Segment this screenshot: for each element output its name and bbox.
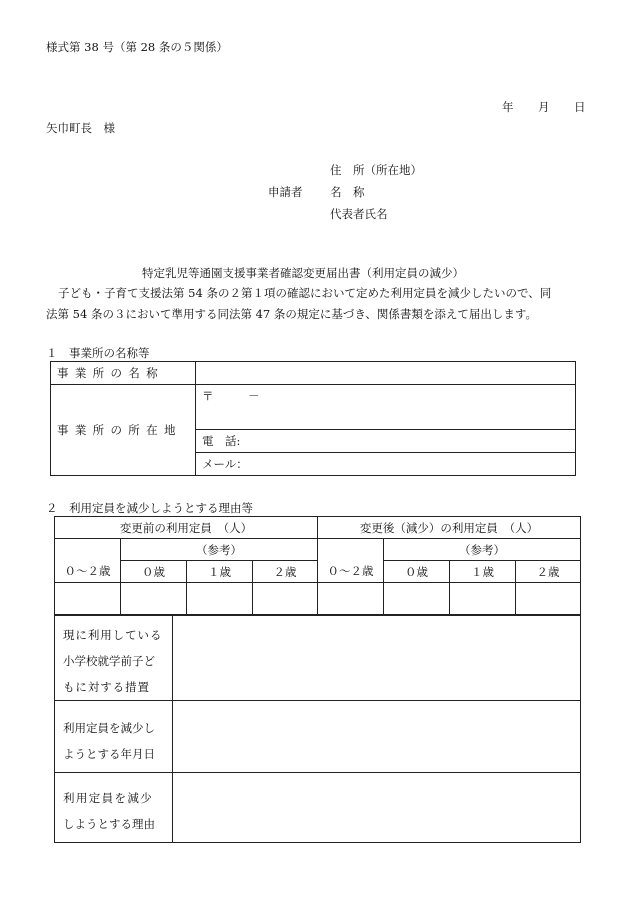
measures-label-line1: 現に利用している: [63, 628, 163, 642]
after-2-value[interactable]: [516, 583, 581, 615]
after-reference-label: （参考）: [384, 539, 581, 561]
before-reference-label: （参考）: [121, 539, 318, 561]
reduction-date-label-line1: 利用定員を減少し: [63, 721, 155, 735]
date-year-label: 年: [502, 100, 514, 114]
facility-name-label: 事業所の名称: [51, 362, 196, 385]
reduction-date-label-line2: ようとする年月日: [63, 747, 155, 761]
applicant-address-label: 住 所（所在地）: [330, 163, 422, 177]
reduction-reason-label-line2: しようとする理由: [63, 817, 155, 831]
before-0-2-value[interactable]: [55, 583, 121, 615]
body-text-line1: 子ども・子育て支援法第 54 条の２第１項の確認において定めた利用定員を減少したいので、同: [58, 286, 552, 300]
date-month-label: 月: [538, 100, 550, 114]
capacity-table: [54, 516, 581, 615]
after-1-value[interactable]: [450, 583, 516, 615]
applicant-name-label: 名 称: [330, 185, 365, 199]
measures-label: [55, 616, 173, 701]
section1-heading: １ 事業所の名称等: [46, 346, 150, 360]
before-age-2: ２歳: [253, 561, 318, 583]
after-age-0: ０歳: [384, 561, 450, 583]
before-1-value[interactable]: [187, 583, 253, 615]
phone-label: 電 話:: [202, 434, 241, 448]
after-blank-cell: [318, 539, 384, 561]
before-blank-cell: [55, 539, 121, 561]
details-table: [54, 615, 581, 843]
reduction-reason-label: [55, 773, 173, 843]
reduction-reason-field[interactable]: [173, 773, 581, 843]
date-day-label: 日: [574, 100, 586, 114]
after-age-1: １歳: [450, 561, 516, 583]
email-label: メール：: [202, 457, 248, 471]
email-field[interactable]: [196, 453, 576, 476]
before-0-value[interactable]: [121, 583, 187, 615]
reduction-date-field[interactable]: [173, 701, 581, 773]
measures-label-line2: 小学校就学前子ど: [63, 654, 155, 668]
facility-address-label: 事業所の所在地: [51, 385, 196, 476]
postal-code-label: 〒 －: [202, 389, 260, 403]
before-age-1: １歳: [187, 561, 253, 583]
measures-label-line3: もに対する措置: [63, 680, 150, 694]
before-2-value[interactable]: [253, 583, 318, 615]
applicant-representative-label: 代表者氏名: [330, 207, 388, 221]
body-text-line2: 法第 54 条の３において準用する同法第 47 条の規定に基づき、関係書類を添えて届出します。: [46, 307, 538, 321]
before-age-0: ０歳: [121, 561, 187, 583]
reduction-date-label: [55, 701, 173, 773]
after-age-0-2: ０～２歳: [318, 561, 384, 583]
measures-field[interactable]: [173, 616, 581, 701]
after-capacity-header: 変更後（減少）の利用定員 （人）: [318, 517, 581, 539]
after-0-2-value[interactable]: [318, 583, 384, 615]
before-age-0-2: ０～２歳: [55, 561, 121, 583]
applicant-label: 申請者: [268, 185, 303, 199]
after-0-value[interactable]: [384, 583, 450, 615]
section2-heading: ２ 利用定員を減少しようとする理由等: [46, 501, 253, 515]
postal-code-field[interactable]: [196, 385, 576, 430]
document-title: 特定乳児等通園支援事業者確認変更届出書（利用定員の減少）: [142, 266, 464, 280]
reduction-reason-label-line1: 利用定員を減少: [63, 791, 154, 805]
facility-name-field[interactable]: [196, 362, 576, 385]
after-age-2: ２歳: [516, 561, 581, 583]
phone-field[interactable]: [196, 430, 576, 453]
form-number: 様式第 38 号（第 28 条の５関係）: [46, 40, 228, 54]
before-capacity-header: 変更前の利用定員 （人）: [55, 517, 318, 539]
addressee: 矢巾町長 様: [46, 121, 115, 135]
facility-table: [50, 361, 576, 476]
